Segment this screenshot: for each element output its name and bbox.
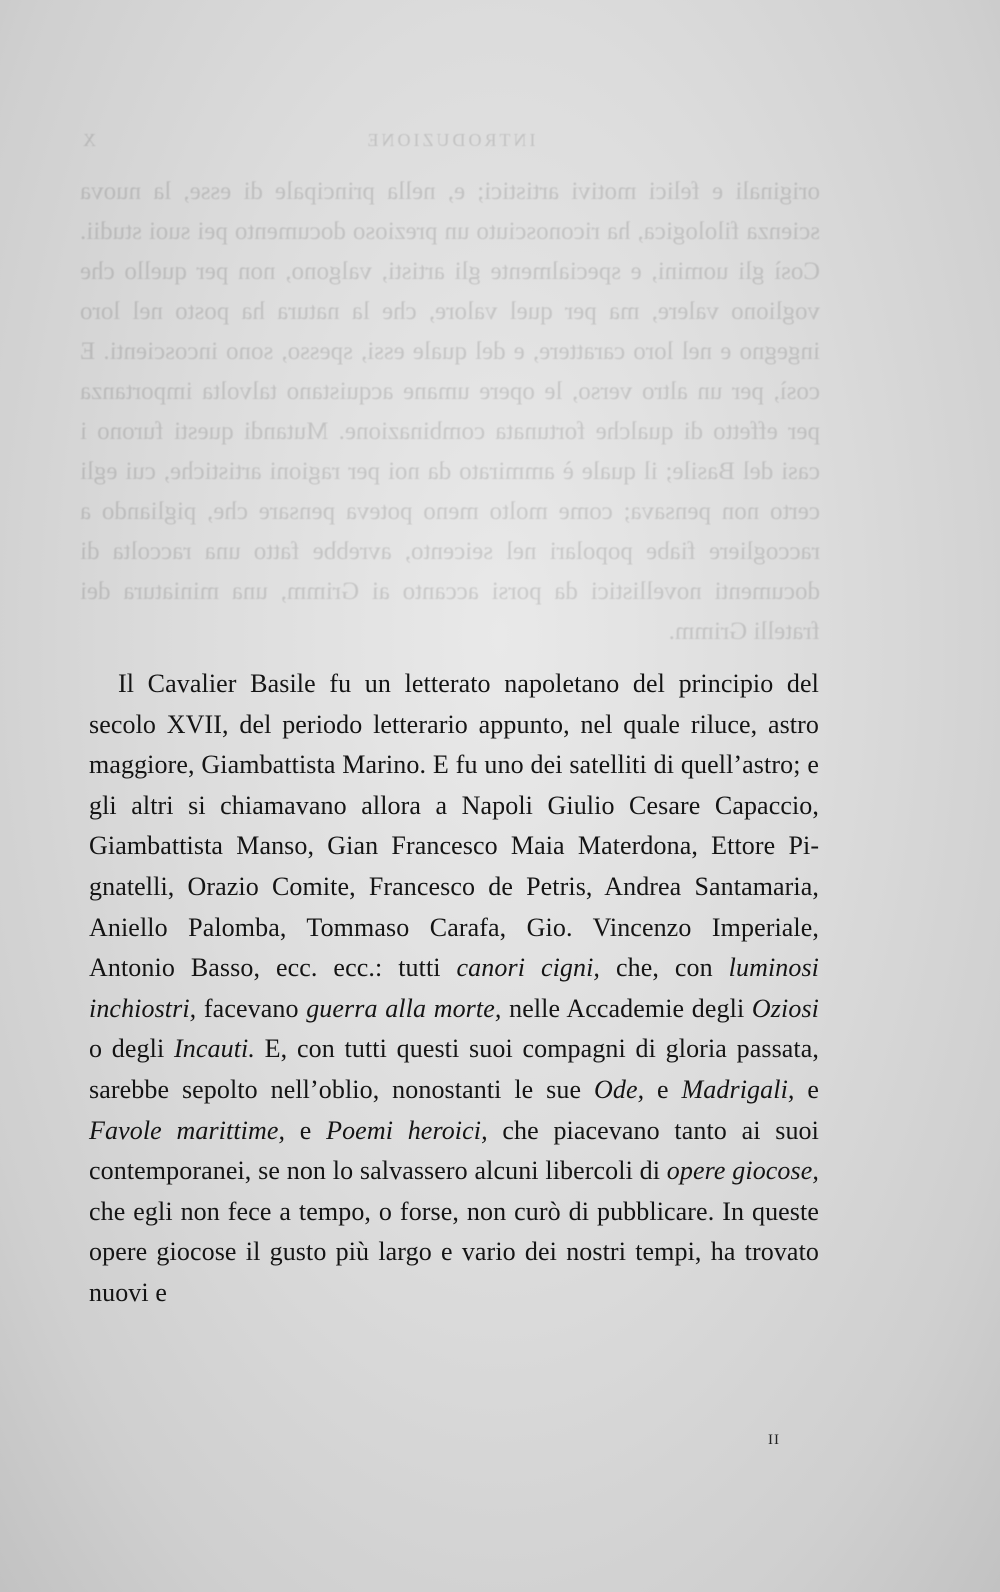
text-run: nelle Accademie degli (501, 993, 752, 1023)
verso-paragraph: originali e felici motivi artistici; e, nella principale di esse, la nuova scienza filologica, ha riconosciuto un prezioso documento pei suoi studii. Così gli uomini, e specialmente gli artisti, valgono, non per quello che vogliono valere, ma per quel valore, che la natura ha posto nel loro ingegno e nel loro carattere, e del quale essi, spesso, sono incoscienti. E così, per un altro verso, le opere umane acquistano talvolta importanza per effetto di qualche fortunata combinazione. Mutandi questi furono i casi del Basile; il quale è ammirato da noi per ragioni artistiche, cui egli certo non pensava; come molto meno poteva pensare che, pigliando a raccogliere fiabe popolari nel seicento, avrebbe fatto una raccolta di documenti novellistici da porsi accanto ai Grimm, una miniatura dei fratelli Grimm. (80, 178, 820, 645)
text-run: facevano (196, 993, 307, 1023)
verso-running-header (80, 120, 820, 160)
text-run: che egli non fece a tempo, o forse, non curò di pubblicare. In queste opere giocose il gusto più largo e vario dei nostri tempi, ha trovato nuovi e (89, 1196, 819, 1307)
text-run: e (285, 1115, 327, 1145)
italic-phrase: Oziosi (751, 993, 819, 1023)
text-run: e (794, 1074, 819, 1104)
italic-phrase: Madrigali, (681, 1074, 795, 1104)
italic-phrase: opere giocose, (666, 1156, 819, 1186)
main-text-block (89, 664, 819, 1314)
italic-phrase: Favole marittime, (89, 1115, 286, 1145)
text-run: e (644, 1074, 682, 1104)
text-run: Il Cavalier Basile fu un letterato napoletano del principio del secolo XVII, del periodo letterario appunto, nel quale riluce, astro maggiore, Giambattista Marino. E fu uno dei satelliti di quell’astro; e gli altri si chiamavano allora a Napoli Giulio Cesare Capaccio, Giambattista Manso, Gian Francesco Maia Materdona, Ettore Pignatelli, Orazio Comite, Francesco de Petris, Andrea Santamaria, Aniello Palomba, Tommaso Carafa, Gio. Vincenzo Imperiale, Antonio Basso, ecc. ecc.: tutti (89, 669, 819, 983)
verso-bleed-through (80, 120, 820, 652)
text-run: E, con tutti questi suoi compagni di gloria passata, sarebbe sepolto nell’oblio, nonostanti le sue (89, 1034, 819, 1104)
text-run: che, con (600, 953, 729, 983)
body-paragraph (89, 664, 819, 1314)
verso-header-title: INTRODUZIONE (364, 130, 536, 150)
italic-phrase: canori cigni, (456, 953, 601, 983)
signature-mark: II (768, 1432, 780, 1448)
italic-phrase: Poemi heroici, (326, 1115, 488, 1145)
text-run: o degli (89, 1034, 175, 1064)
italic-phrase: guerra alla morte, (306, 993, 502, 1023)
verso-page-number: X (80, 130, 96, 150)
text-run: che piacevano tanto ai suoi contemporanei, se non lo salvassero alcuni libercoli di (89, 1115, 819, 1186)
italic-phrase: Ode, (593, 1074, 645, 1104)
italic-phrase: Incauti. (174, 1034, 255, 1064)
italic-phrase: luminosi inchiostri, (89, 953, 820, 1023)
